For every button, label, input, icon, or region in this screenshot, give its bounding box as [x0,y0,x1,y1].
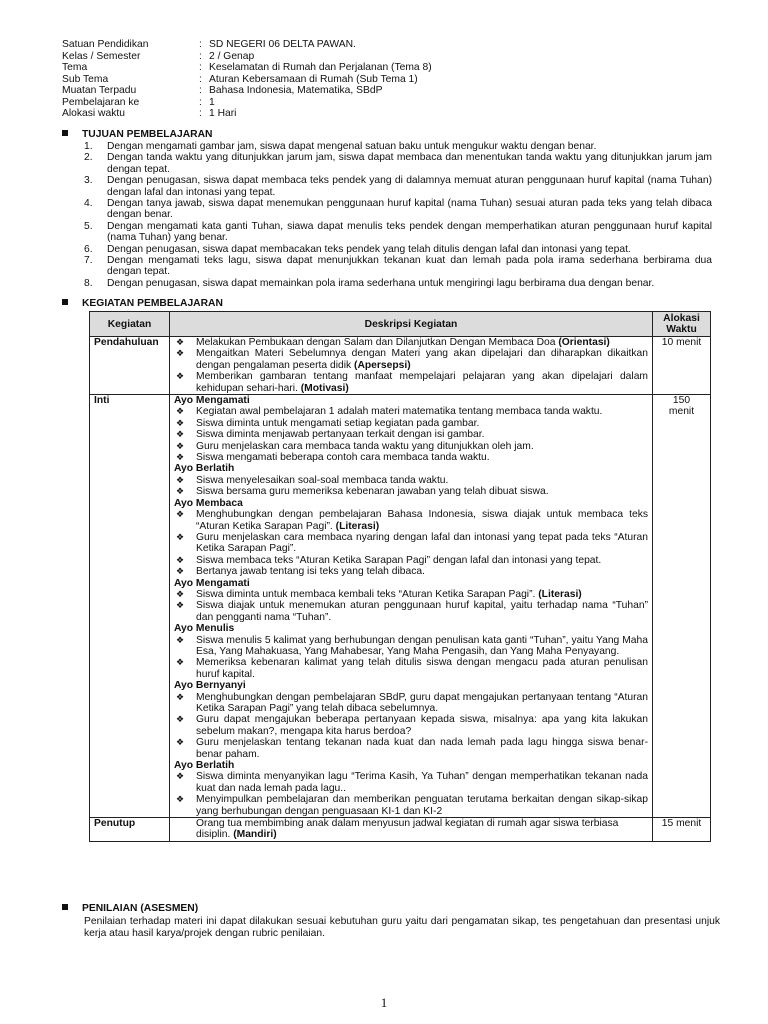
group-heading: Ayo Berlatih [174,760,235,772]
page-number: 1 [380,995,388,1010]
list-item: ❖ Guru menjelaskan cara membaca nyaring dengan lafal dan intonasi yang tepat pada teks “Aturan Ketika Sarapan Pagi”. [176,531,648,555]
alokasi-cell: 150 menit [653,395,711,818]
kegiatan-name: Pendahuluan [90,337,170,395]
list-item: ❖ Siswa membaca teks “Aturan Ketika Sarapan Pagi” dengan lafal dan intonasi yang tepat. [176,554,602,566]
list-item: 3. Dengan penugasan, siswa dapat membaca teks pendek yang di dalamnya memuat aturan penggunaan huruf kapital (nama Tuhan) dengan lafal dan intonasi yang tepat. [84,175,712,198]
list-item: ❖ Mengaitkan Materi Sebelumnya dengan Materi yang akan dipelajari dan diharapkan dikaitkan dengan pengalaman peserta didik (Apersepsi) [176,348,648,371]
diamond-bullet-icon: ❖ [176,566,185,577]
list-item: ❖ Memeriksa kebenaran kalimat yang telah ditulis siswa dengan mengacu pada aturan penulisan huruf kapital. [176,657,648,680]
table-row [90,395,711,818]
info-value: SD NEGERI 06 DELTA PAWAN. [209,39,356,50]
diamond-bullet-icon: ❖ [176,531,185,542]
diamond-bullet-icon: ❖ [176,657,185,668]
list-item: ❖ Menghubungkan dengan pembelajaran SBdP, guru dapat mengajukan pertanyaan tentang “Aturan Ketika Sarapan Pagi” yang telah dibaca sebelumnya. [176,691,648,714]
list-item: 6. Dengan penugasan, siswa dapat membacakan teks pendek yang telah ditulis dengan lafal dan intonasi yang tepat. [84,243,631,255]
penutup-text: Orang tua membimbing anak dalam menyusun jadwal kegiatan di rumah agar siswa terbiasa disiplin. (Mandiri) [196,818,619,841]
list-item: ❖ Bertanya jawab tentang isi teks yang telah dibaca. [176,566,425,578]
diamond-bullet-icon: ❖ [176,406,185,417]
list-item: 1. Dengan mengamati gambar jam, siswa dapat mengenal satuan baku untuk mengukur waktu dengan benar. [84,141,597,152]
table-row [90,337,711,395]
group-heading: Ayo Membaca [174,497,243,509]
list-item: ❖ Menyimpulkan pembelajaran dan memberikan penguatan terutama berkaitan dengan sikap-sikap yang berhubungan dengan penguasaan KI-1 dan KI-2 [176,794,648,817]
diamond-bullet-icon: ❖ [176,337,185,347]
table-row [90,818,711,842]
list-item: ❖ Siswa diminta menyanyikan lagu “Terima Kasih, Ya Tuhan” dengan memperhatikan tekanan nada kuat dan nada lemah pada lagu.. [176,771,648,794]
diamond-bullet-icon: ❖ [176,794,185,805]
info-value: 1 Hari [209,108,237,119]
info-value: 2 / Genap [209,50,255,62]
info-value: Keselamatan di Rumah dan Perjalanan (Tema 8) [209,62,432,73]
kegiatan-table [89,311,711,842]
list-item: 4. Dengan tanya jawab, siswa dapat menemukan penggunaan huruf kapital (nama Tuhan) sesuai aturan pada teks yang telah dibaca dengan benar. [84,198,712,221]
deskripsi-cell [170,818,653,842]
diamond-bullet-icon: ❖ [176,691,185,702]
info-block [62,39,432,120]
section-heading-tujuan: TUJUAN PEMBELAJARAN [62,129,212,140]
info-value: Bahasa Indonesia, Matematika, SBdP [209,85,383,96]
diamond-bullet-icon: ❖ [176,429,185,440]
diamond-bullet-icon: ❖ [176,440,185,451]
diamond-bullet-icon: ❖ [176,771,185,782]
diamond-bullet-icon: ❖ [176,634,185,645]
list-item: ❖ Guru menjelaskan cara membaca tanda waktu yang ditunjukkan oleh jam. [176,440,534,452]
diamond-bullet-icon: ❖ [176,486,185,497]
deskripsi-cell [170,337,653,395]
diamond-bullet-icon: ❖ [176,474,185,485]
list-item: ❖ Siswa menyelesaikan soal-soal membaca tanda waktu. [176,474,449,486]
diamond-bullet-icon: ❖ [176,714,185,725]
group-heading: Ayo Mengamati [174,395,250,407]
group-heading: Ayo Menulis [174,623,235,635]
header-kegiatan: Kegiatan [90,312,170,337]
group-heading: Ayo Bernyanyi [174,680,246,692]
info-row: Tema : Keselamatan di Rumah dan Perjalanan (Tema 8) [62,62,432,73]
penilaian-text: Penilaian terhadap materi ini dapat dilakukan sesuai kebutuhan guru yaitu dari pengamatan sikap, tes pengetahuan dan presentasi unjuk kerja atau hasil karya/projek dengan rubric penilaian. [84,916,720,940]
square-bullet-icon [62,130,68,136]
list-item: ❖ Memberikan gambaran tentang manfaat mempelajari pelajaran yang akan dipelajari dalam kehidupan sehari-hari. (Motivasi) [176,371,648,394]
list-item: ❖ Siswa diminta menjawab pertanyaan terkait dengan isi gambar. [176,429,485,441]
header-alokasi: Alokasi Waktu [653,312,711,337]
alokasi-cell: 10 menit [653,337,711,395]
square-bullet-icon [62,299,68,305]
list-item: ❖ Kegiatan awal pembelajaran 1 adalah materi matematika tentang membaca tanda waktu. [176,406,603,418]
group-heading: Ayo Mengamati [174,577,250,589]
list-item: ❖ Menghubungkan dengan pembelajaran Bahasa Indonesia, siswa diajak untuk membaca teks “Aturan Ketika Sarapan Pagi”. (Literasi) [176,509,648,532]
diamond-bullet-icon: ❖ [176,348,185,359]
diamond-bullet-icon: ❖ [176,452,185,463]
diamond-bullet-icon: ❖ [176,554,185,565]
section-heading-kegiatan: KEGIATAN PEMBELAJARAN [62,298,223,309]
kegiatan-name: Inti [90,395,170,818]
info-value: Aturan Kebersamaan di Rumah (Sub Tema 1) [209,73,418,85]
list-item: ❖ Guru menjelaskan tentang tekanan nada kuat dan nada lemah pada lagu hingga siswa benar-benar paham. [176,737,648,760]
list-item: ❖ Siswa diminta untuk membaca kembali teks “Aturan Ketika Sarapan Pagi”. (Literasi) [176,588,582,600]
list-item: ❖ Siswa diminta untuk mengamati setiap kegiatan pada gambar. [176,417,480,429]
deskripsi-cell [170,395,653,818]
diamond-bullet-icon: ❖ [176,509,185,520]
info-row: Sub Tema : Aturan Kebersamaan di Rumah (Sub Tema 1) [62,73,418,85]
table-header-row [90,312,711,337]
list-item: 2. Dengan tanda waktu yang ditunjukkan jarum jam, siswa dapat membaca dan menentukan tanda waktu yang ditunjukkan jarum jam dengan tepat. [84,152,712,175]
section-heading-penilaian: PENILAIAN (ASESMEN) [62,903,198,914]
list-item: 5. Dengan mengamati kata ganti Tuhan, siawa dapat menulis teks pendek dengan memperhatikan aturan penggunaan huruf kapital (nama Tuhan) yang benar. [84,220,712,244]
diamond-bullet-icon: ❖ [176,588,185,599]
diamond-bullet-icon: ❖ [176,371,185,382]
info-row: Alokasi waktu : 1 Hari [62,108,237,119]
list-item: 8. Dengan penugasan, siswa dapat memainkan pola irama sederhana untuk mengiringi lagu berbirama dua dengan benar. [84,277,655,289]
diamond-bullet-icon: ❖ [176,600,185,611]
list-item: ❖ Melakukan Pembukaan dengan Salam dan Dilanjutkan Dengan Membaca Doa (Orientasi) [176,337,610,348]
alokasi-cell: 15 menit [653,818,711,842]
list-item: ❖ Siswa menulis 5 kalimat yang berhubungan dengan penulisan kata ganti “Tuhan”, yaitu Yang Maha Esa, Yang Mahakuasa, Yang Mahabesar, Yang Maha Pengasih, dan Yang Maha Penyayang. [176,634,648,657]
list-item: ❖ Siswa diajak untuk menemukan aturan penggunaan huruf kapital, yaitu terhadap nama “Tuhan” dan pengganti nama “Tuhan”. [176,600,648,623]
diamond-bullet-icon: ❖ [176,417,185,428]
info-row: Satuan Pendidikan : SD NEGERI 06 DELTA PAWAN. [62,39,356,50]
header-deskripsi: Deskripsi Kegiatan [170,312,653,337]
group-heading: Ayo Berlatih [174,463,235,475]
info-value: 1 [209,96,215,108]
square-bullet-icon [62,904,68,910]
info-row: Pembelajaran ke : 1 [62,96,215,108]
list-item: 7. Dengan mengamati teks lagu, siswa dapat menunjukkan tekanan kuat dan lemah pada pola irama sederhana berbirama dua dengan tepat. [84,255,712,278]
kegiatan-name: Penutup [90,818,170,842]
list-item: ❖ Guru dapat mengajukan beberapa pertanyaan kepada siswa, misalnya: apa yang kita lakukan sebelum makan?, mengapa kita harus berdoa? [176,714,648,737]
tujuan-list [84,141,712,289]
diamond-bullet-icon: ❖ [176,737,185,748]
list-item: ❖ Siswa mengamati beberapa contoh cara membaca tanda waktu. [176,452,490,464]
list-item: ❖ Siswa bersama guru memeriksa kebenaran jawaban yang telah dibuat siswa. [176,486,549,498]
info-row: Muatan Terpadu : Bahasa Indonesia, Matematika, SBdP [62,85,383,96]
info-row: Kelas / Semester : 2 / Genap [62,50,255,62]
